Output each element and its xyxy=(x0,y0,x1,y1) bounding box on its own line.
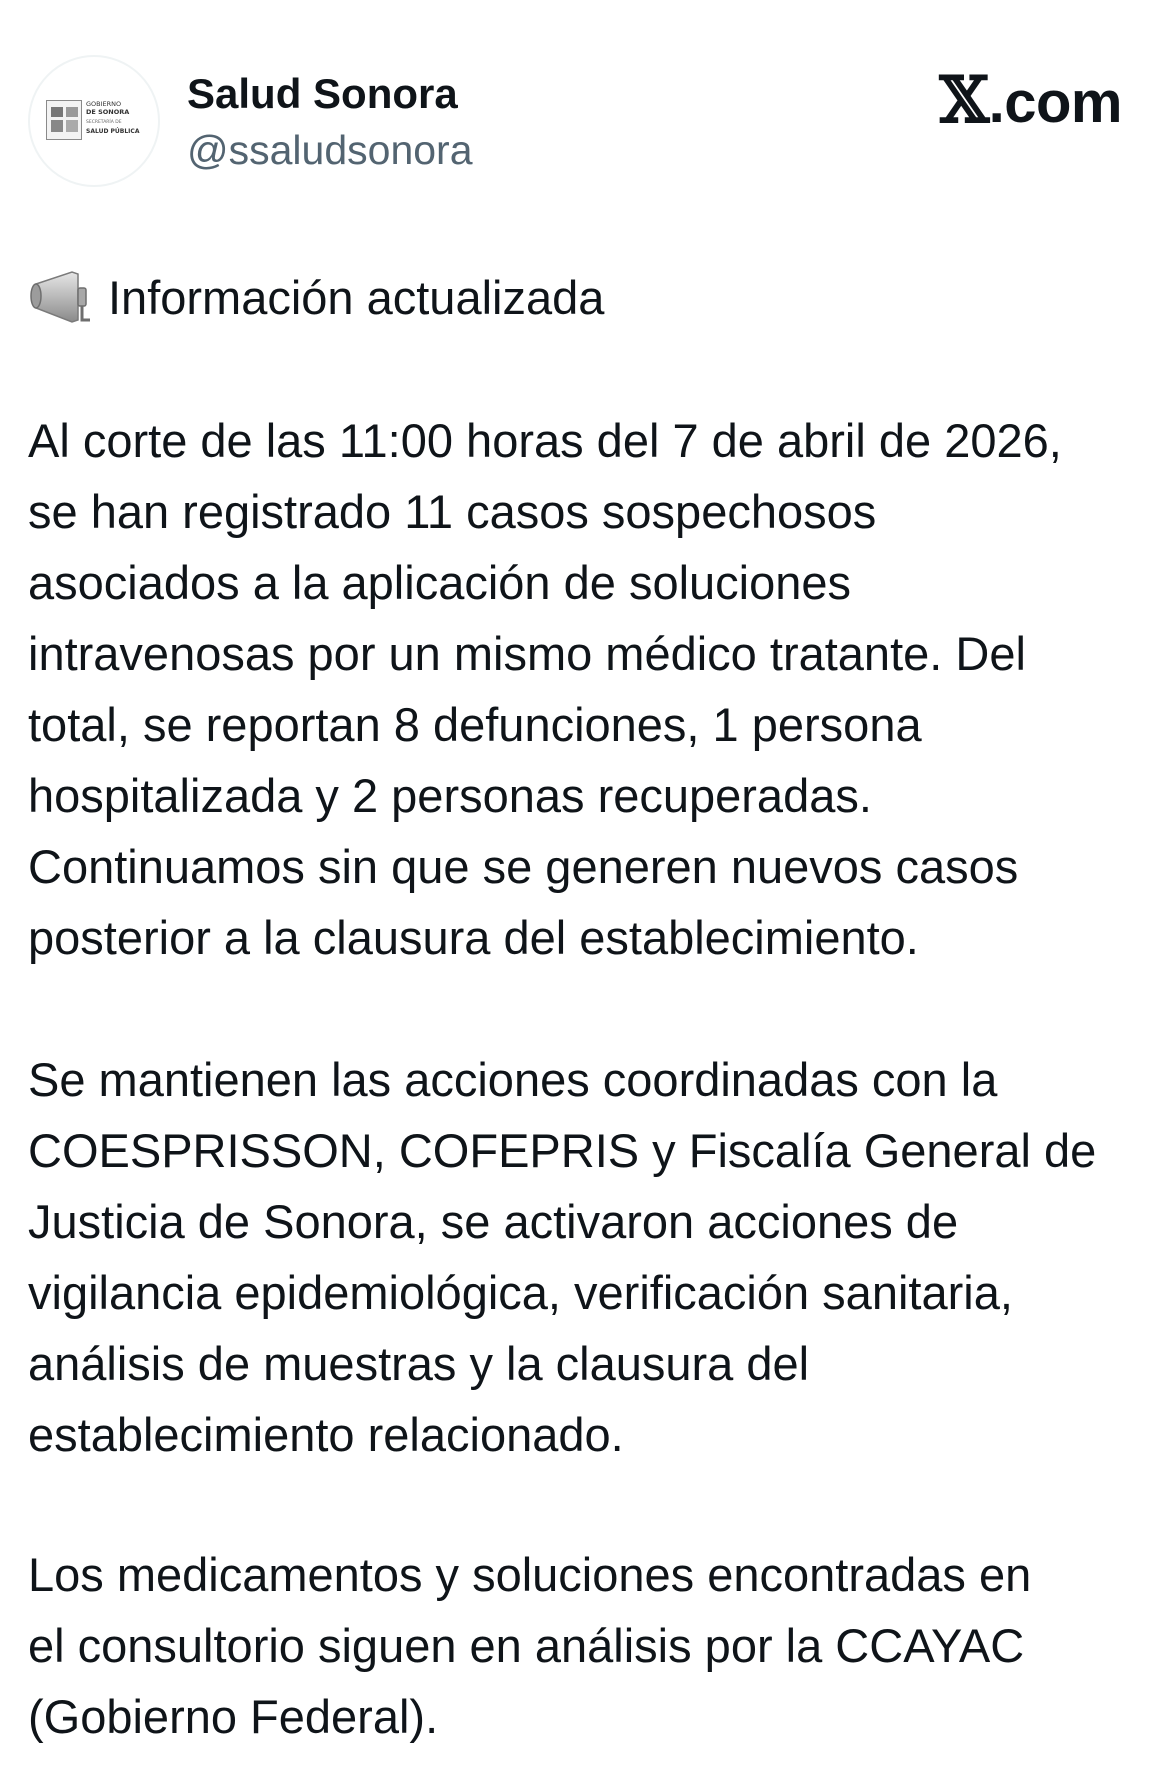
paragraph-1 xyxy=(28,405,1062,973)
paragraph-line: asociados a la aplicación de soluciones xyxy=(28,556,852,609)
paragraph-line: COESPRISSON, COFEPRIS y Fiscalía General de xyxy=(28,1124,1097,1177)
government-logo xyxy=(46,100,146,146)
paragraph-line: total, se reportan 8 defunciones, 1 persona xyxy=(28,698,922,751)
paragraph-line: el consultorio siguen en análisis por la CCAYAC xyxy=(28,1619,1025,1672)
logo-line-2: DE SONORA xyxy=(86,107,130,116)
x-com-brand xyxy=(939,63,1122,138)
logo-text xyxy=(86,101,139,135)
avatar[interactable] xyxy=(28,55,160,187)
paragraph-line: se han registrado 11 casos sospechosos xyxy=(28,485,877,538)
paragraph-line: Justicia de Sonora, se activaron acciones de xyxy=(28,1195,959,1248)
paragraph-line: intravenosas por un mismo médico tratante. Del xyxy=(28,627,1026,680)
brand-suffix: .com xyxy=(988,70,1122,135)
megaphone-icon xyxy=(28,264,94,330)
paragraph-line: establecimiento relacionado. xyxy=(28,1408,624,1461)
x-logo-icon: 𝕏 xyxy=(939,63,989,138)
post-header xyxy=(0,0,1170,200)
headline-text: Información actualizada xyxy=(108,270,605,324)
paragraph-2 xyxy=(28,1044,1096,1470)
post-body xyxy=(28,262,1150,1743)
logo-line-1: GOBIERNO xyxy=(86,100,122,108)
paragraph-line: vigilancia epidemiológica, verificación sanitaria, xyxy=(28,1266,1013,1319)
display-name[interactable]: Salud Sonora xyxy=(187,70,458,117)
logo-line-3: SECRETARÍA DE xyxy=(86,120,122,125)
paragraph-line: posterior a la clausura del establecimiento. xyxy=(28,911,919,964)
paragraph-line: Al corte de las 11:00 horas del 7 de abril de 2026, xyxy=(28,414,1062,467)
paragraph-line: hospitalizada y 2 personas recuperadas. xyxy=(28,769,872,822)
paragraph-line: Los medicamentos y soluciones encontradas en xyxy=(28,1548,1032,1601)
coat-of-arms-icon xyxy=(46,100,82,140)
paragraph-3 xyxy=(28,1539,1031,1752)
post-headline xyxy=(28,262,1150,332)
logo-line-4: SALUD PÚBLICA xyxy=(86,127,140,135)
paragraph-line: análisis de muestras y la clausura del xyxy=(28,1337,810,1390)
paragraph-line: Se mantienen las acciones coordinadas con la xyxy=(28,1053,998,1106)
user-handle[interactable]: @ssaludsonora xyxy=(187,127,473,173)
paragraph-line: (Gobierno Federal). xyxy=(28,1690,439,1743)
paragraph-line: Continuamos sin que se generen nuevos casos xyxy=(28,840,1019,893)
